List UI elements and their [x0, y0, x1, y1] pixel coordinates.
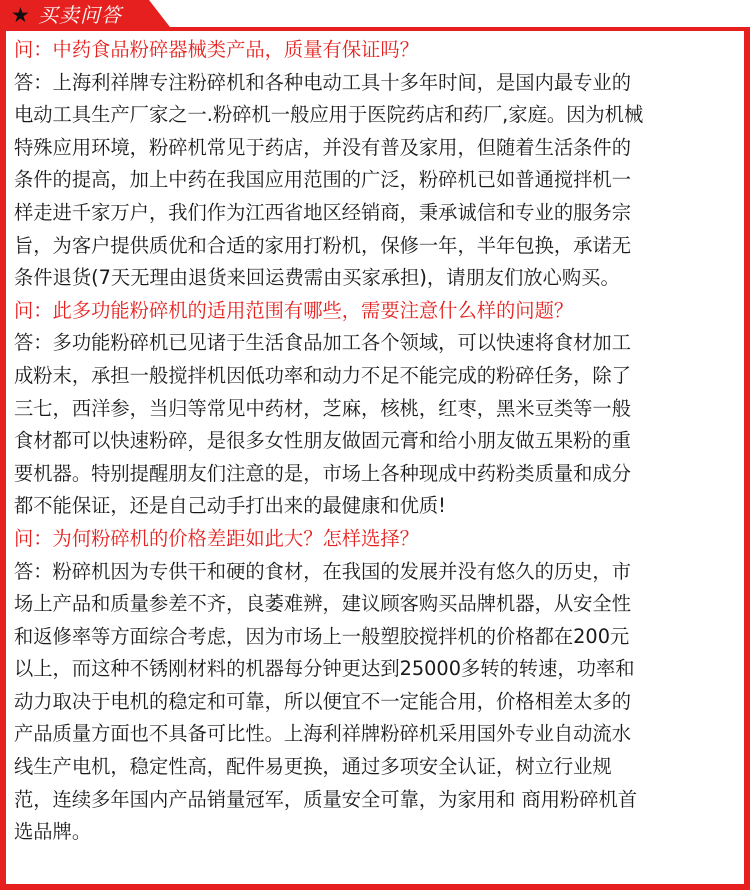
question-text: 问：中药食品粉碎器械类产品，质量有保证吗？	[14, 38, 419, 61]
answer-line: 成粉末，承担一般搅拌机因低功率和动力不足不能完成的粉碎任务，除了	[14, 363, 631, 387]
answer-line: 样走进千家万户，我们作为江西省地区经销商，秉承诚信和专业的服务宗	[14, 200, 631, 224]
section-header	[0, 0, 750, 31]
star-icon: ★	[11, 3, 30, 27]
answer-line: 旨，为客户提供质优和合适的家用打粉机，保修一年，半年包换，承诺无	[14, 233, 631, 257]
answer-line: 电动工具生产厂家之一.粉碎机一般应用于医院药店和药厂,家庭。因为机械	[14, 103, 644, 127]
answer-line: 答：多功能粉碎机已见诸于生活食品加工各个领域，可以快速将食材加工	[14, 331, 631, 355]
answer-line: 以上，而这种不锈刚材料的机器每分钟更达到25000多转的转速，功率和	[14, 657, 635, 681]
qa-content	[14, 34, 738, 849]
answer-line: 和返修率等方面综合考虑，因为市场上一般塑胶搅拌机的价格都在200元	[14, 624, 630, 648]
answer-line: 答：上海利祥牌专注粉碎机和各种电动工具十多年时间，是国内最专业的	[14, 70, 631, 94]
answer-line: 动力取决于电机的稳定和可靠，所以便宜不一定能合用，价格相差太多的	[14, 689, 631, 713]
answer-line: 产品质量方面也不具备可比性。上海利祥牌粉碎机采用国外专业自动流水	[14, 722, 631, 746]
answer-line: 特殊应用环境，粉碎机常见于药店，并没有普及家用，但随着生活条件的	[14, 135, 631, 159]
qa-item	[14, 295, 738, 523]
answer-line: 答：粉碎机因为专供干和硬的食材，在我国的发展并没有悠久的历史，市	[14, 559, 631, 583]
answer-line: 范，连续多年国内产品销量冠军，质量安全可靠，为家用和 商用粉碎机首	[14, 787, 638, 811]
answer-line: 选品牌。	[14, 820, 92, 844]
qa-item	[14, 34, 738, 295]
answer-line: 要机器。特别提醒朋友们注意的是，市场上各种现成中药粉类质量和成分	[14, 461, 631, 485]
answer-line: 场上产品和质量参差不齐，良萎难辨，建议顾客购买品牌机器，从安全性	[14, 592, 631, 616]
answer-line: 线生产电机，稳定性高，配件易更换，通过多项安全认证，树立行业规	[14, 755, 612, 779]
qa-item	[14, 523, 738, 849]
answer-line: 三七，西洋参，当归等常见中药材，芝麻，核桃，红枣，黑米豆类等一般	[14, 396, 631, 420]
section-title: 买卖问答	[38, 3, 122, 27]
answer-line: 条件退货(7天无理由退货来回运费需由买家承担)，请朋友们放心购买。	[14, 266, 620, 290]
answer-line: 食材都可以快速粉碎，是很多女性朋友做固元膏和给小朋友做五果粉的重	[14, 429, 631, 453]
question-text: 问：为何粉碎机的价格差距如此大？怎样选择？	[14, 526, 419, 550]
question-text: 问：此多功能粉碎机的适用范围有哪些，需要注意什么样的问题？	[14, 298, 574, 322]
answer-line: 都不能保证，还是自己动手打出来的最健康和优质!	[14, 494, 446, 518]
answer-line: 条件的提高，加上中药在我国应用范围的广泛，粉碎机已如普通搅拌机一	[14, 168, 631, 192]
